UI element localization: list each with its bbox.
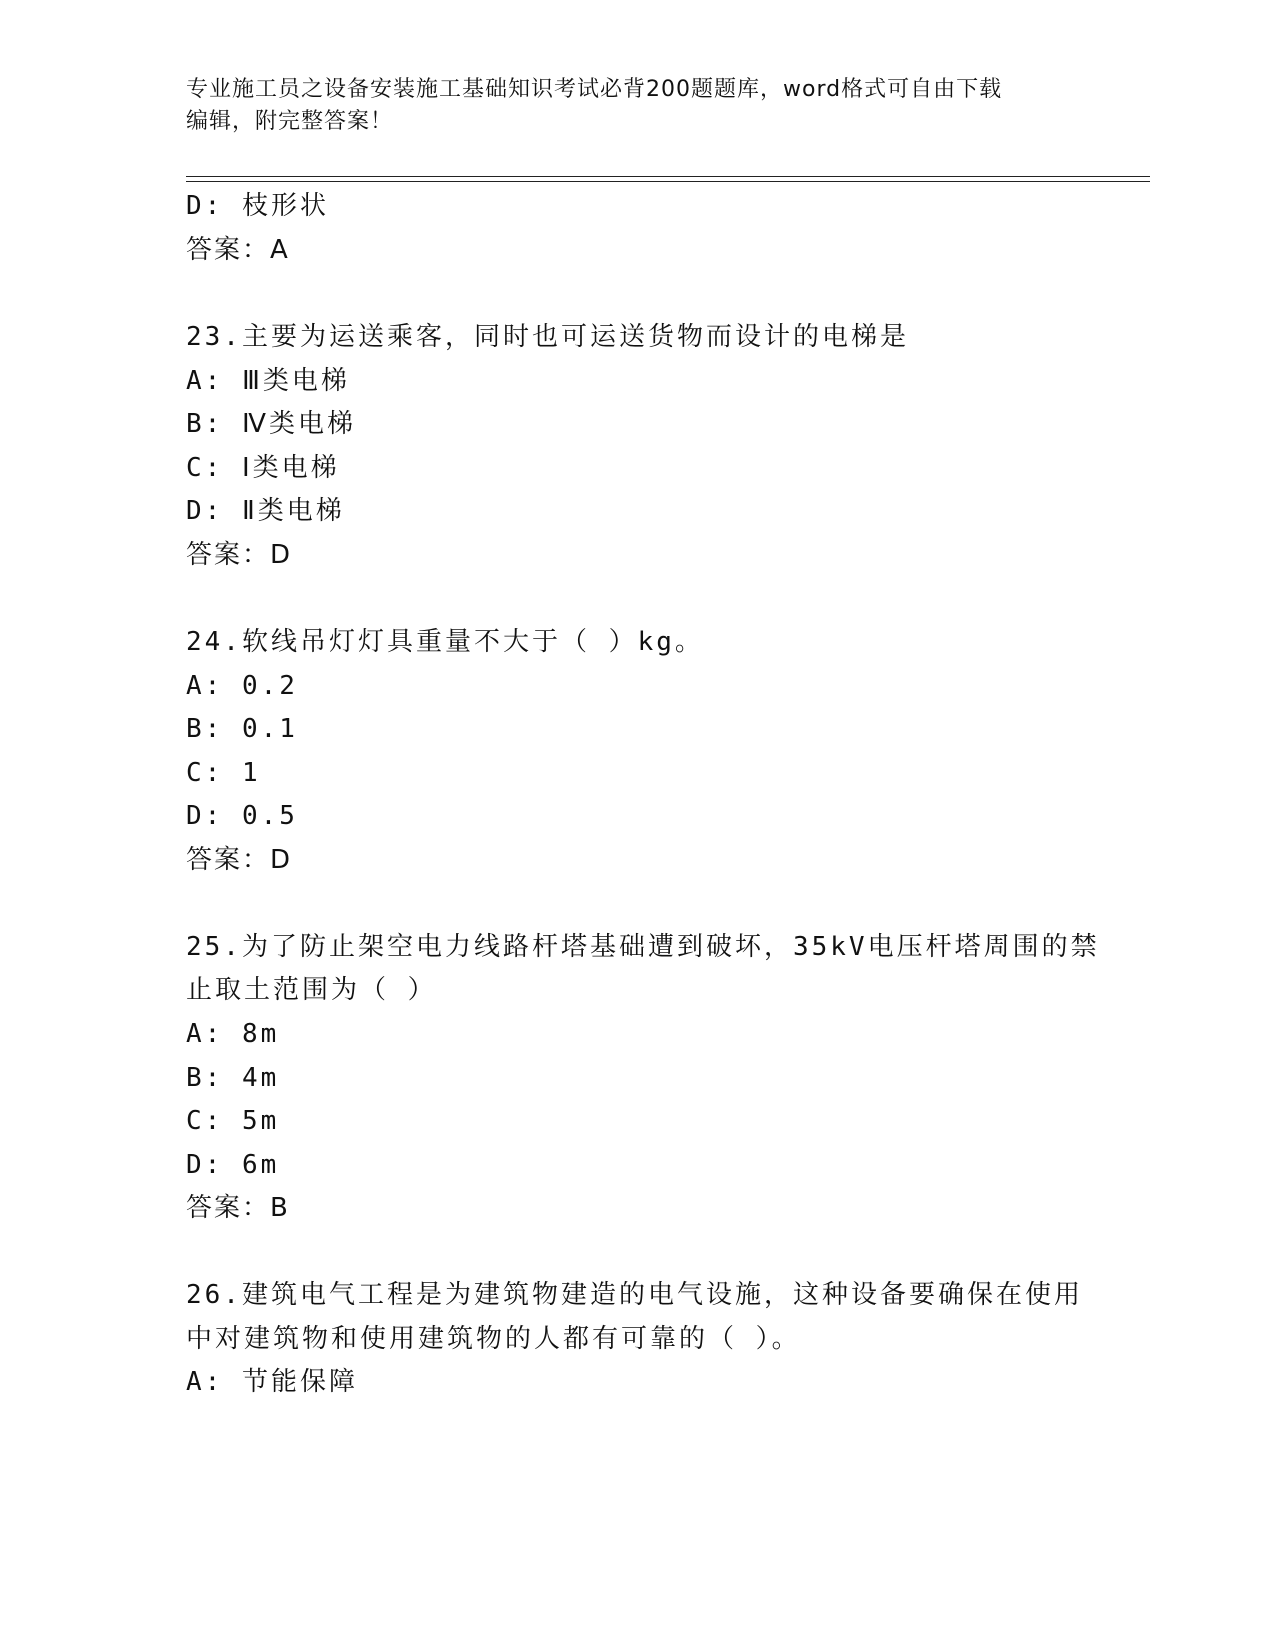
q26-option-a: A: 节能保障: [186, 1367, 358, 1397]
q24-option-d: D: 0.5: [186, 801, 298, 831]
prev-option-d: D: 枝形状: [186, 191, 329, 221]
header-divider-top: [186, 176, 1150, 177]
q23-option-c: C: Ⅰ类电梯: [186, 453, 340, 483]
header-divider-bottom: [186, 181, 1150, 182]
q26-stem-line1: 26.建筑电气工程是为建筑物建造的电气设施，这种设备要确保在使用: [186, 1280, 1083, 1310]
q25-option-a: A: 8m: [186, 1019, 280, 1049]
q26-stem-line2: 中对建筑物和使用建筑物的人都有可靠的（ ）。: [186, 1324, 801, 1354]
q25-option-c: C: 5m: [186, 1106, 280, 1136]
q23-answer: 答案：D: [186, 540, 293, 570]
header-title-line2: 编辑，附完整答案！: [186, 109, 394, 134]
document-header: [186, 74, 1086, 138]
q23-option-d: D: Ⅱ类电梯: [186, 496, 345, 526]
q25-stem-line2: 止取土范围为（ ）: [186, 975, 437, 1005]
q23-option-b: B: Ⅳ类电梯: [186, 409, 356, 439]
q25-answer: 答案：B: [186, 1193, 290, 1223]
q23-option-a: A: Ⅲ类电梯: [186, 366, 350, 396]
q25-stem-line1: 25.为了防止架空电力线路杆塔基础遭到破坏，35kV电压杆塔周围的禁: [186, 932, 1100, 962]
header-title-line1: 专业施工员之设备安装施工基础知识考试必背200题题库，word格式可自由下载: [186, 77, 1003, 102]
q25-option-b: B: 4m: [186, 1063, 280, 1093]
q23-stem: 23.主要为运送乘客，同时也可运送货物而设计的电梯是: [186, 322, 909, 352]
q24-stem: 24.软线吊灯灯具重量不大于（ ）kg。: [186, 627, 704, 657]
q25-option-d: D: 6m: [186, 1150, 280, 1180]
q24-option-b: B: 0.1: [186, 714, 298, 744]
q24-answer: 答案：D: [186, 845, 293, 875]
q24-option-c: C: 1: [186, 758, 261, 788]
q24-option-a: A: 0.2: [186, 671, 298, 701]
prev-answer: 答案：A: [186, 235, 290, 265]
